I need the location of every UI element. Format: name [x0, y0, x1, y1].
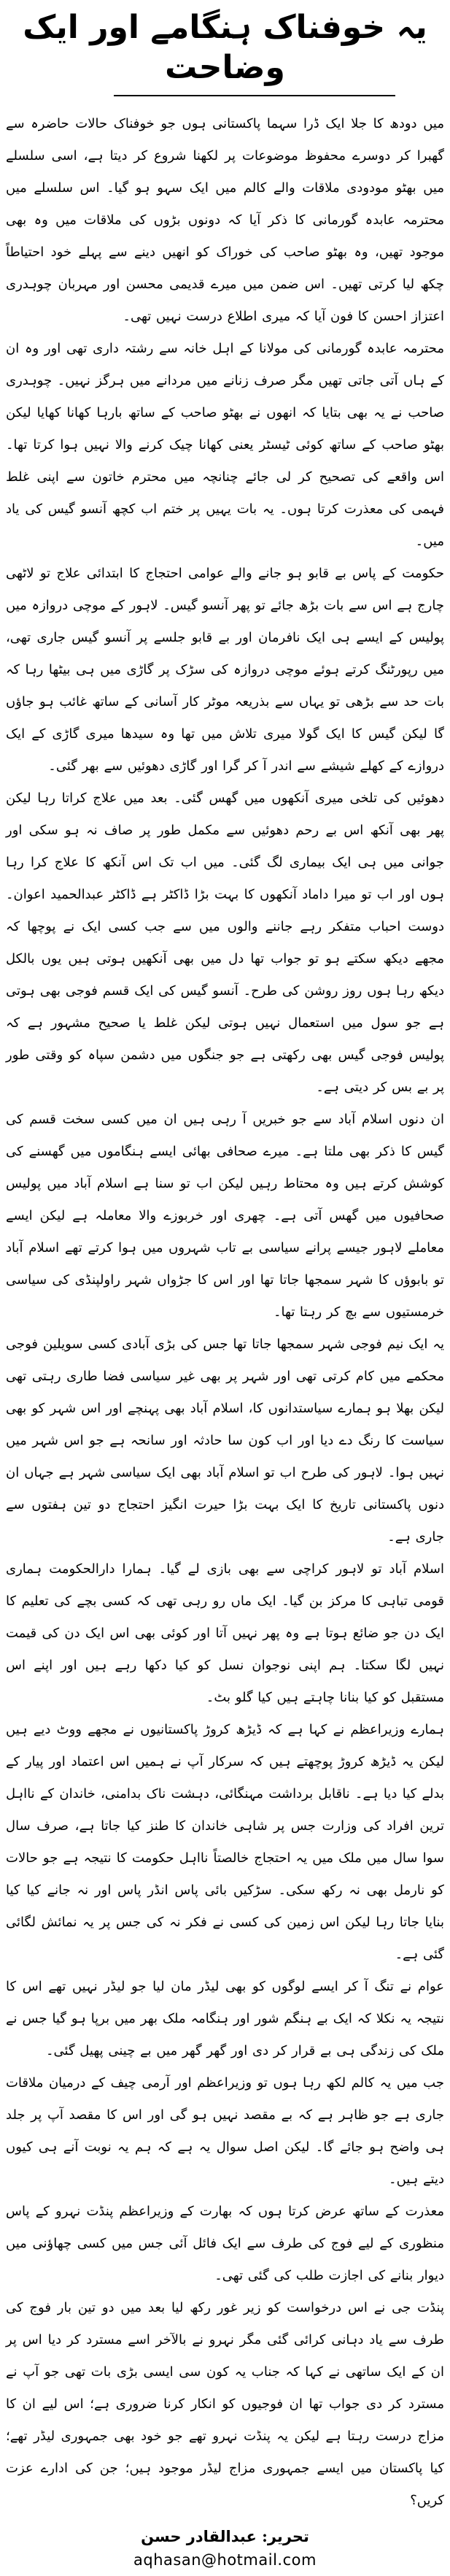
page-title: یہ خوفناک ہنگامے اور ایک وضاحت — [23, 9, 427, 86]
byline: تحریر: عبدالقادر حسن — [141, 2527, 309, 2545]
article-paragraph: پنڈت جی نے اس درخواست کو زیر غور رکھ لیا بعد میں دو تین بار فوج کی طرف سے یاد دہانی کرائی گئی مگر نہرو نے بالآخر اسے مسترد کر دیا اس پر ان کے ایک ساتھی نے کہا کہ جناب یہ کون سی ایسی بڑی بات تھی جو آپ نے مسترد کر دی جواب تھا ان فوجیوں کو انکار کرنا ضروری ہے؛ اس لیے ان کا مزاج درست رہتا ہے لیکن یہ پنڈت نہرو تھے جو خود بھی جمہوری لیڈر تھے؛ کیا پاکستان میں ایسے جمہوری مزاج لیڈر موجود ہیں؛ جن کی ادارے عزت کریں؟ — [6, 2300, 444, 2508]
title-underline — [114, 95, 395, 96]
article-paragraph: محترمہ عابدہ گورمانی کی مولانا کے اہل خانہ سے رشتہ داری تھی اور وہ ان کے ہاں آتی جاتی تھیں مگر صرف زنانے میں مردانے میں ہرگز نہیں۔ چوہدری صاحب نے یہ بھی بتایا کہ انھوں نے بھٹو صاحب کے ساتھ بارہا کھانا کھایا لیکن بھٹو صاحب کے ساتھ کوئی ٹیسٹر یعنی کھانا چیک کرنے والا نہیں ہوا کرتا تھا۔ اس واقعے کی تصحیح کر لی جائے چنانچہ میں محترم خاتون سے اپنی غلط فہمی کی معذرت کرتا ہوں۔ یہ بات یہیں پر ختم اب کچھ آنسو گیس کی یاد میں۔ — [6, 341, 445, 549]
article-paragraph: اسلام آباد تو لاہور کراچی سے بھی بازی لے گیا۔ ہمارا دارالحکومت ہماری قومی تباہی کا مرکز بن گیا۔ ایک ماں رو رہی تھی کہ کسی بچے کی تعلیم کا ایک دن جو ضائع ہوتا ہے وہ پھر نہیں آتا اور کوئی بھی اس ایک دن کی قیمت نہیں لگا سکتا۔ ہم اپنی نوجوان نسل کو کیا دکھا رہے ہیں اور اپنے اس مستقبل کو کیا بنانا چاہتے ہیں کیا گلو بٹ۔ — [6, 1561, 444, 1705]
article-paragraph: معذرت کے ساتھ عرض کرتا ہوں کہ بھارت کے وزیراعظم پنڈت نہرو کے پاس منظوری کے لیے فوج کی طرف سے ایک فائل آئی جس میں کسی چھاؤنی میں دیوار بنانے کی اجازت طلب کی گئی تھی۔ — [6, 2204, 444, 2283]
article-paragraph: عوام نے تنگ آ کر ایسے لوگوں کو بھی لیڈر مان لیا جو لیڈر نہیں تھے اس کا نتیجہ یہ نکلا کہ ایک بے ہنگم شور اور ہنگامہ ملک بھر میں برپا ہو گیا جس نے ملک کی زندگی ہی بے قرار کر دی اور گھر گھر میں بے چینی پھیل گئی۔ — [6, 1979, 444, 2058]
email-address: aqhasan@hotmail.com — [133, 2551, 317, 2569]
article-paragraph: دھوئیں کی تلخی میری آنکھوں میں گھس گئی۔ بعد میں علاج کراتا رہا لیکن پھر بھی آنکھ اس بے رحم دھوئیں سے مکمل طور پر صاف نہ ہو سکی اور جوانی میں ہی ایک بیماری لگ گئی۔ میں اب تک اس آنکھ کا علاج کرا رہا ہوں اور اب تو میرا داماد آنکھوں کا بہت بڑا ڈاکٹر ہے ڈاکٹر عبدالحمید اعوان۔ دوست احباب متفکر رہے جاننے والوں میں سے جب کسی ایک نے پوچھا کہ مجھے دیکھ سکتے ہو تو جواب تھا دل میں بھی آنکھیں ہوتی ہیں یوں بالکل دیکھ رہا ہوں روز روشن کی طرح۔ آنسو گیس کی ایک قسم فوجی بھی ہوتی ہے جو سول میں استعمال نہیں ہوتی لیکن غلط یا صحیح مشہور ہے کہ پولیس فوجی گیس بھی رکھتی ہے جو جنگوں میں دشمن سپاہ کو وقتی طور پر بے بس کر دیتی ہے۔ — [6, 791, 444, 1095]
article-paragraph: جب میں یہ کالم لکھ رہا ہوں تو وزیراعظم اور آرمی چیف کے درمیان ملاقات جاری ہے جو ظاہر ہے کہ بے مقصد نہیں ہو گی اور اس کا مقصد آپ پر جلد ہی واضح ہو جائے گا۔ لیکن اصل سوال یہ ہے کہ ہم یہ نوبت آنے ہی کیوں دیتے ہیں۔ — [6, 2075, 444, 2187]
article-paragraph: ہمارے وزیراعظم نے کہا ہے کہ ڈیڑھ کروڑ پاکستانیوں نے مجھے ووٹ دیے ہیں لیکن یہ ڈیڑھ کروڑ پوچھتے ہیں کہ سرکار آپ نے ہمیں اس اعتماد اور پیار کے بدلے کیا دیا ہے۔ ناقابل برداشت مہنگائی، دہشت ناک بدامنی، خاندان کے نااہل ترین افراد کی وزارت جس پر شاہی خاندان کا طنز کیا جاتا ہے، صرف سال سوا سال میں ملک میں یہ احتجاج خالصتاً نااہل حکومت کا نتیجہ ہے جو حالات کو نارمل بھی نہ رکھ سکی۔ سڑکیں بائی پاس انڈر پاس اور نہ جانے کیا کیا بنایا جاتا رہا لیکن اس زمین کی کسی نے فکر نہ کی جس پر یہ نمائش لگائی گئی ہے۔ — [6, 1722, 444, 1962]
article-body — [6, 108, 444, 2517]
article-paragraph: حکومت کے پاس بے قابو ہو جانے والے عوامی احتجاج کا ابتدائی علاج تو لاٹھی چارج ہے اس سے بات بڑھ جائے تو پھر آنسو گیس۔ لاہور کے موچی دروازہ میں پولیس کے ایسے ہی ایک نافرمان اور بے قابو جلسے پر آنسو گیس جاری تھی، میں رپورٹنگ کرتے ہوئے موچی دروازہ کی سڑک پر گاڑی میں ہی بیٹھا رہا کہ بات حد سے بڑھی تو یہاں سے بذریعہ موٹر کار آسانی کے ساتھ غائب ہو جاؤں گا لیکن گیس کا ایک گولا میری تلاش میں تھا وہ سیدھا میری گاڑی کے ایک دروازے کے کھلے شیشے سے اندر آ کر گرا اور گاڑی دھوئیں سے بھر گئی۔ — [6, 566, 444, 774]
article-paragraph: یہ ایک نیم فوجی شہر سمجھا جاتا تھا جس کی بڑی آبادی کسی سویلین فوجی محکمے میں کام کرتی تھی اور شہر پر بھی غیر سیاسی فضا طاری رہتی تھی لیکن بھلا ہو ہمارے سیاستدانوں کا، اسلام آباد بھی پہنچے اور اس شہر کو بھی سیاست کا رنگ دے دیا اور اب کون سا حادثہ اور سانحہ ہے جو اس شہر میں نہیں ہوا۔ لاہور کی طرح اب تو اسلام آباد بھی ایک سیاسی شہر ہے جہاں ان دنوں پاکستانی تاریخ کا ایک بہت بڑا حیرت انگیز احتجاج دو تین ہفتوں سے جاری ہے۔ — [6, 1337, 444, 1545]
article-paragraph: میں دودھ کا جلا ایک ڈرا سہما پاکستانی ہوں جو خوفناک حالات حاضرہ سے گھبرا کر دوسرے محفوظ موضوعات پر لکھنا شروع کر دیتا ہے، اسی سلسلے میں بھٹو مودودی ملاقات والے کالم میں ایک سہو ہو گیا۔ اس سلسلے میں محترمہ عابدہ گورمانی کا ذکر آیا کہ دونوں بڑوں کی ملاقات میں وہ بھی موجود تھیں، وہ بھٹو صاحب کی خوراک کو انھیں دینے سے پہلے خود احتیاطاً چکھ لیا کرتی تھیں۔ اس ضمن میں میرے قدیمی محسن اور مہربان چوہدری اعتزاز احسن کا فون آیا کہ میری اطلاع درست نہیں تھی۔ — [6, 116, 444, 324]
article-paragraph: ان دنوں اسلام آباد سے جو خبریں آ رہی ہیں ان میں کسی سخت قسم کی گیس کا ذکر بھی ملتا ہے۔ میرے صحافی بھائی ایسے ہنگاموں میں گھسنے کی کوشش کرتے ہیں وہ محتاط رہیں لیکن اب تو سنا ہے اسلام آباد میں پولیس صحافیوں میں گھس آتی ہے۔ چھری اور خربوزے والا معاملہ ہے لیکن ایسے معاملے لاہور جیسے پرانے سیاسی بے تاب شہروں میں ہوا کرتے تھے اسلام آباد تو بابوؤں کا شہر سمجھا جاتا تھا اور اس کا جڑواں شہر راولپنڈی کی سیاسی خرمستیوں سے بچ کر رہتا تھا۔ — [6, 1112, 444, 1320]
